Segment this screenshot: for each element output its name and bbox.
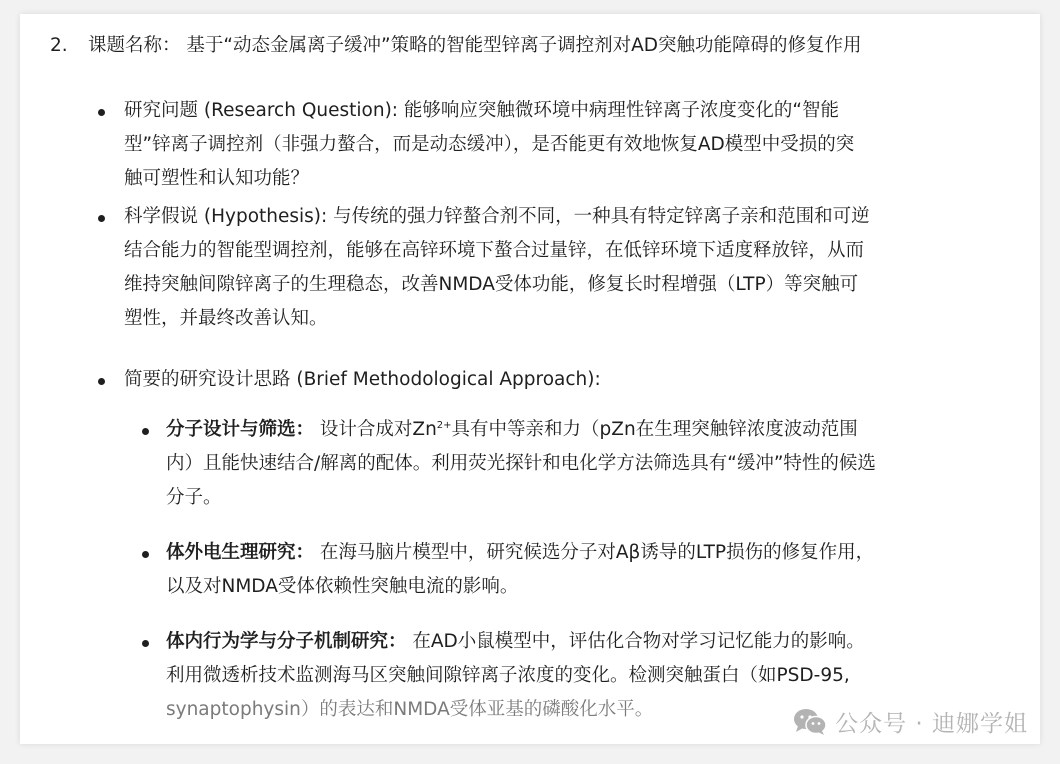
- design-line3: 分子。: [166, 487, 222, 508]
- invitro-line2: 以及对NMDA受体依赖性突触电流的影响。: [166, 576, 519, 597]
- hypothesis-line2: 结合能力的智能型调控剂，能够在高锌环境下螯合过量锌，在低锌环境下适度释放锌，从而: [124, 240, 865, 261]
- hypothesis-line3: 维持突触间隙锌离子的生理稳态，改善NMDA受体功能，修复长时程增强（LTP）等突触可: [124, 274, 859, 295]
- research-question-label: 研究问题 (Research Question):: [124, 100, 399, 121]
- item-title-text: 基于“动态金属离子缓冲”策略的智能型锌离子调控剂对AD突触功能障碍的修复作用: [186, 35, 862, 56]
- design-line2: 内）且能快速结合/解离的配体。利用荧光探针和电化学方法筛选具有“缓冲”特性的候选: [166, 453, 876, 474]
- bullet: [98, 378, 105, 385]
- design-line1-a: 设计合成对Zn: [314, 419, 437, 440]
- item-title-label: 课题名称：: [88, 35, 181, 56]
- approach-label: 简要的研究设计思路 (Brief Methodological Approach):: [124, 369, 601, 390]
- design-line1-b: 具有中等亲和力（pZn在生理突触锌浓度波动范围: [451, 419, 858, 440]
- invivo-line3: synaptophysin）的表达和NMDA受体亚基的磷酸化水平。: [166, 699, 654, 720]
- invivo-label: 体内行为学与分子机制研究：: [166, 631, 407, 652]
- document-content: [20, 14, 1040, 744]
- research-question: [124, 94, 1002, 196]
- bullet: [98, 215, 105, 222]
- research-question-line3: 触可塑性和认知功能？: [124, 168, 310, 189]
- hypothesis-line1: 与传统的强力锌螯合剂不同，一种具有特定锌离子亲和范围和可逆: [327, 206, 870, 227]
- invitro-line1: 在海马脑片模型中，研究候选分子对Aβ诱导的LTP损伤的修复作用，: [314, 542, 875, 563]
- sub-bullet: [142, 428, 149, 435]
- item-number: 2.: [50, 35, 68, 56]
- item-title: [50, 29, 1030, 63]
- watermark-text: 公众号 · 迪娜学姐: [835, 711, 1028, 737]
- watermark: [773, 705, 1028, 738]
- hypothesis-label: 科学假说 (Hypothesis):: [124, 206, 328, 227]
- research-question-line2: 型”锌离子调控剂（非强力螯合，而是动态缓冲），是否能更有效地恢复AD模型中受损的突: [124, 134, 855, 155]
- research-question-line1: 能够响应突触微环境中病理性锌离子浓度变化的“智能: [398, 100, 840, 121]
- sub-bullet: [142, 640, 149, 647]
- invitro-label: 体外电生理研究：: [166, 542, 315, 563]
- bullet: [98, 109, 105, 116]
- invivo-line1: 在AD小鼠模型中，评估化合物对学习记忆能力的影响。: [406, 631, 865, 652]
- wechat-icon: [793, 708, 827, 736]
- sub-item-invitro: [166, 536, 1004, 604]
- hypothesis: [124, 200, 1002, 336]
- approach: [124, 363, 1002, 397]
- invivo-line2: 利用微透析技术监测海马区突触间隙锌离子浓度的变化。检测突触蛋白（如PSD-95,: [166, 665, 850, 686]
- document-card: [20, 14, 1040, 744]
- design-label: 分子设计与筛选：: [166, 419, 315, 440]
- sub-item-design: [166, 413, 1004, 515]
- design-superscript: 2+: [436, 420, 452, 431]
- hypothesis-line4: 塑性，并最终改善认知。: [124, 308, 328, 329]
- sub-bullet: [142, 551, 149, 558]
